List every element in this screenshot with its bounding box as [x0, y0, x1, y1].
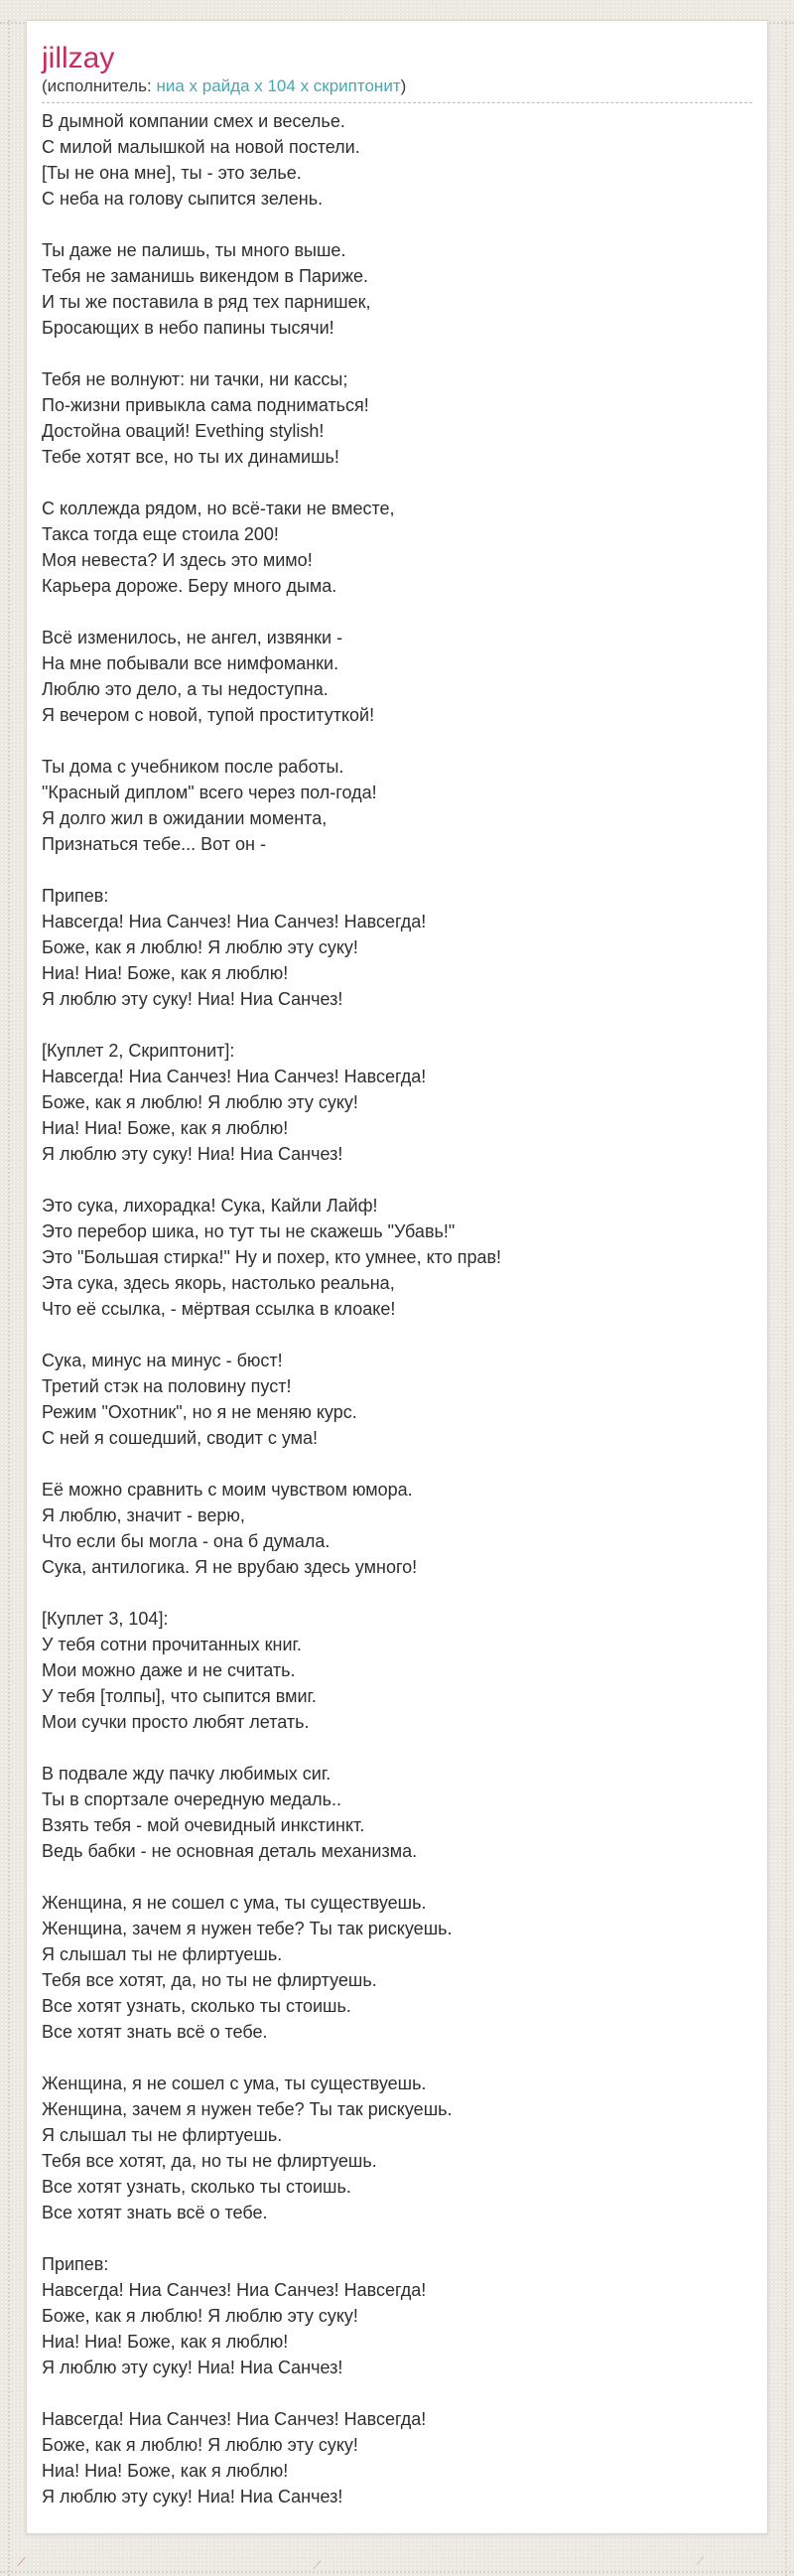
lyric-stanza — [42, 108, 752, 212]
lyric-line: Люблю это дело, а ты недоступна. — [42, 679, 329, 699]
lyric-line: Все хотят знать всё о тебе. — [42, 2203, 268, 2222]
lyric-stanza — [42, 1890, 752, 2045]
lyric-line: Мои можно даже и не считать. — [42, 1660, 296, 1680]
lyric-stanza — [42, 2406, 752, 2509]
lyric-line: С милой малышкой на новой постели. — [42, 137, 360, 157]
lyric-stanza — [42, 1193, 752, 1322]
lyric-stanza — [42, 625, 752, 728]
lyric-line: Мои сучки просто любят летать. — [42, 1712, 310, 1732]
lyric-stanza — [42, 237, 752, 341]
lyric-line: Ниа! Ниа! Боже, как я люблю! — [42, 1118, 289, 1138]
lyric-line: Ведь бабки - не основная деталь механизма. — [42, 1841, 418, 1861]
lyric-line: [Куплет 2, Скриптонит]: — [42, 1041, 235, 1061]
stitch-mark — [696, 2556, 704, 2565]
lyric-line: Я слышал ты не флиртуешь. — [42, 1944, 283, 1964]
lyric-line: Я люблю эту суку! Ниа! Ниа Санчез! — [42, 2487, 343, 2506]
bottom-dotted-border — [0, 2571, 794, 2573]
artist-suffix: ) — [400, 76, 407, 95]
lyric-line: Это "Большая стирка!" Ну и похер, кто умнее, кто прав! — [42, 1247, 502, 1267]
lyric-line: Тебя все хотят, да, но ты не флиртуешь. — [42, 1970, 377, 1990]
artist-link[interactable]: ниа х райда х 104 х скриптонит — [156, 76, 401, 95]
lyric-line: Все хотят узнать, сколько ты стоишь. — [42, 2177, 351, 2197]
lyric-line: И ты же поставила в ряд тех парнишек, — [42, 292, 371, 312]
lyric-line: У тебя [толпы], что сыпится вмиг. — [42, 1686, 317, 1706]
lyric-line: Моя невеста? И здесь это мимо! — [42, 550, 313, 570]
lyric-line: Навсегда! Ниа Санчез! Ниа Санчез! Навсегда! — [42, 2409, 427, 2429]
lyric-line: Ты даже не палишь, ты много выше. — [42, 240, 346, 260]
lyric-line: Ниа! Ниа! Боже, как я люблю! — [42, 2461, 289, 2481]
lyric-line: Достойна оваций! Evething stylish! — [42, 421, 325, 441]
lyric-line: Ты в спортзале очередную медаль.. — [42, 1789, 342, 1809]
lyric-line: Сука, антилогика. Я не врубаю здесь умного! — [42, 1557, 418, 1577]
lyric-line: "Красный диплом" всего через пол-года! — [42, 783, 377, 802]
lyric-stanza — [42, 1606, 752, 1735]
lyric-line: Припев: — [42, 886, 109, 906]
lyric-line: Я люблю, значит - верю, — [42, 1505, 245, 1525]
lyric-line: Ты дома с учебником после работы. — [42, 757, 344, 777]
lyrics — [42, 108, 752, 2509]
lyric-line: Ниа! Ниа! Боже, как я люблю! — [42, 2332, 289, 2352]
lyric-line: Я слышал ты не флиртуешь. — [42, 2125, 283, 2145]
left-stitch-seam — [8, 20, 10, 2576]
lyric-line: Я люблю эту суку! Ниа! Ниа Санчез! — [42, 1144, 343, 1164]
lyric-line: В дымной компании смех и веселье. — [42, 111, 345, 131]
lyric-line: Что если бы могла - она б думала. — [42, 1531, 331, 1551]
page-background — [0, 20, 794, 2576]
lyric-line: Третий стэк на половину пуст! — [42, 1376, 292, 1396]
lyric-line: Это сука, лихорадка! Сука, Кайли Лайф! — [42, 1196, 378, 1216]
lyric-line: Навсегда! Ниа Санчез! Ниа Санчез! Навсегда! — [42, 2280, 427, 2300]
lyric-line: Все хотят знать всё о тебе. — [42, 2022, 268, 2042]
lyric-line: На мне побывали все нимфоманки. — [42, 653, 339, 673]
lyric-stanza — [42, 1477, 752, 1580]
lyric-line: С коллежда рядом, но всё-таки не вместе, — [42, 499, 395, 518]
lyric-line: Всё изменилось, не ангел, извянки - — [42, 628, 343, 647]
lyric-line: Карьера дороже. Беру много дыма. — [42, 576, 337, 596]
lyric-stanza — [42, 2251, 752, 2380]
lyric-line: Её можно сравнить с моим чувством юмора. — [42, 1480, 413, 1500]
lyric-line: В подвале жду пачку любимых сиг. — [42, 1764, 331, 1784]
lyric-line: С неба на голову сыпится зелень. — [42, 189, 324, 209]
lyric-line: Я люблю эту суку! Ниа! Ниа Санчез! — [42, 989, 343, 1009]
lyric-line: Признаться тебе... Вот он - — [42, 834, 266, 854]
lyric-line: Навсегда! Ниа Санчез! Ниа Санчез! Навсегда! — [42, 912, 427, 931]
lyric-line: Режим "Охотник", но я не меняю курс. — [42, 1402, 357, 1422]
lyric-stanza — [42, 2071, 752, 2225]
artist-line — [42, 75, 752, 103]
artist-label: (исполнитель: — [42, 76, 157, 95]
song-title: jillzay — [42, 42, 115, 74]
lyric-line: Женщина, зачем я нужен тебе? Ты так рискуешь. — [42, 1919, 453, 1938]
lyric-line: Тебе хотят все, но ты их динамишь! — [42, 447, 339, 467]
lyric-line: Женщина, зачем я нужен тебе? Ты так рискуешь. — [42, 2099, 453, 2119]
lyric-line: Женщина, я не сошел с ума, ты существуешь. — [42, 1893, 427, 1913]
lyric-line: Это перебор шика, но тут ты не скажешь "Убавь!" — [42, 1221, 456, 1241]
lyric-line: [Куплет 3, 104]: — [42, 1609, 169, 1629]
lyric-line: Я люблю эту суку! Ниа! Ниа Санчез! — [42, 2358, 343, 2377]
lyrics-card — [26, 20, 768, 2534]
lyric-line: [Ты не она мне], ты - это зелье. — [42, 163, 302, 183]
lyric-line: Припев: — [42, 2254, 109, 2274]
lyric-line: Боже, как я люблю! Я люблю эту суку! — [42, 2435, 358, 2455]
lyric-stanza — [42, 754, 752, 857]
lyric-stanza — [42, 1038, 752, 1167]
lyric-line: Эта сука, здесь якорь, настолько реальна, — [42, 1273, 395, 1293]
lyric-line: Боже, как я люблю! Я люблю эту суку! — [42, 937, 358, 957]
lyric-line: Тебя все хотят, да, но ты не флиртуешь. — [42, 2151, 377, 2171]
lyric-line: Тебя не заманишь викендом в Париже. — [42, 266, 369, 286]
lyric-line: По-жизни привыкла сама подниматься! — [42, 395, 369, 415]
stitch-mark — [313, 2560, 321, 2569]
lyric-stanza — [42, 366, 752, 470]
lyric-line: Боже, как я люблю! Я люблю эту суку! — [42, 1092, 358, 1112]
lyric-line: Я вечером с новой, тупой проституткой! — [42, 705, 375, 725]
lyric-line: Я долго жил в ожидании момента, — [42, 808, 328, 828]
lyric-line: С ней я сошедший, сводит с ума! — [42, 1428, 319, 1448]
lyric-line: Боже, как я люблю! Я люблю эту суку! — [42, 2306, 358, 2326]
lyric-line: Навсегда! Ниа Санчез! Ниа Санчез! Навсегда! — [42, 1067, 427, 1086]
lyric-line: Тебя не волнуют: ни тачки, ни кассы; — [42, 369, 348, 389]
lyric-line: Что её ссылка, - мёртвая ссылка в клоаке! — [42, 1299, 396, 1319]
lyric-line: Взять тебя - мой очевидный инкстинкт. — [42, 1815, 365, 1835]
lyric-stanza — [42, 883, 752, 1012]
lyric-line: У тебя сотни прочитанных книг. — [42, 1635, 302, 1654]
stitch-mark — [17, 2557, 25, 2566]
lyric-line: Такса тогда еще стоила 200! — [42, 524, 279, 544]
lyric-line: Женщина, я не сошел с ума, ты существуешь. — [42, 2074, 427, 2093]
right-stitch-seam — [785, 20, 787, 2576]
lyric-line: Сука, минус на минус - бюст! — [42, 1351, 283, 1370]
lyric-line: Все хотят узнать, сколько ты стоишь. — [42, 1996, 351, 2016]
lyric-line: Бросающих в небо папины тысячи! — [42, 318, 334, 338]
lyric-stanza — [42, 1761, 752, 1864]
lyric-line: Ниа! Ниа! Боже, как я люблю! — [42, 963, 289, 983]
lyric-stanza — [42, 496, 752, 599]
lyric-stanza — [42, 1348, 752, 1451]
